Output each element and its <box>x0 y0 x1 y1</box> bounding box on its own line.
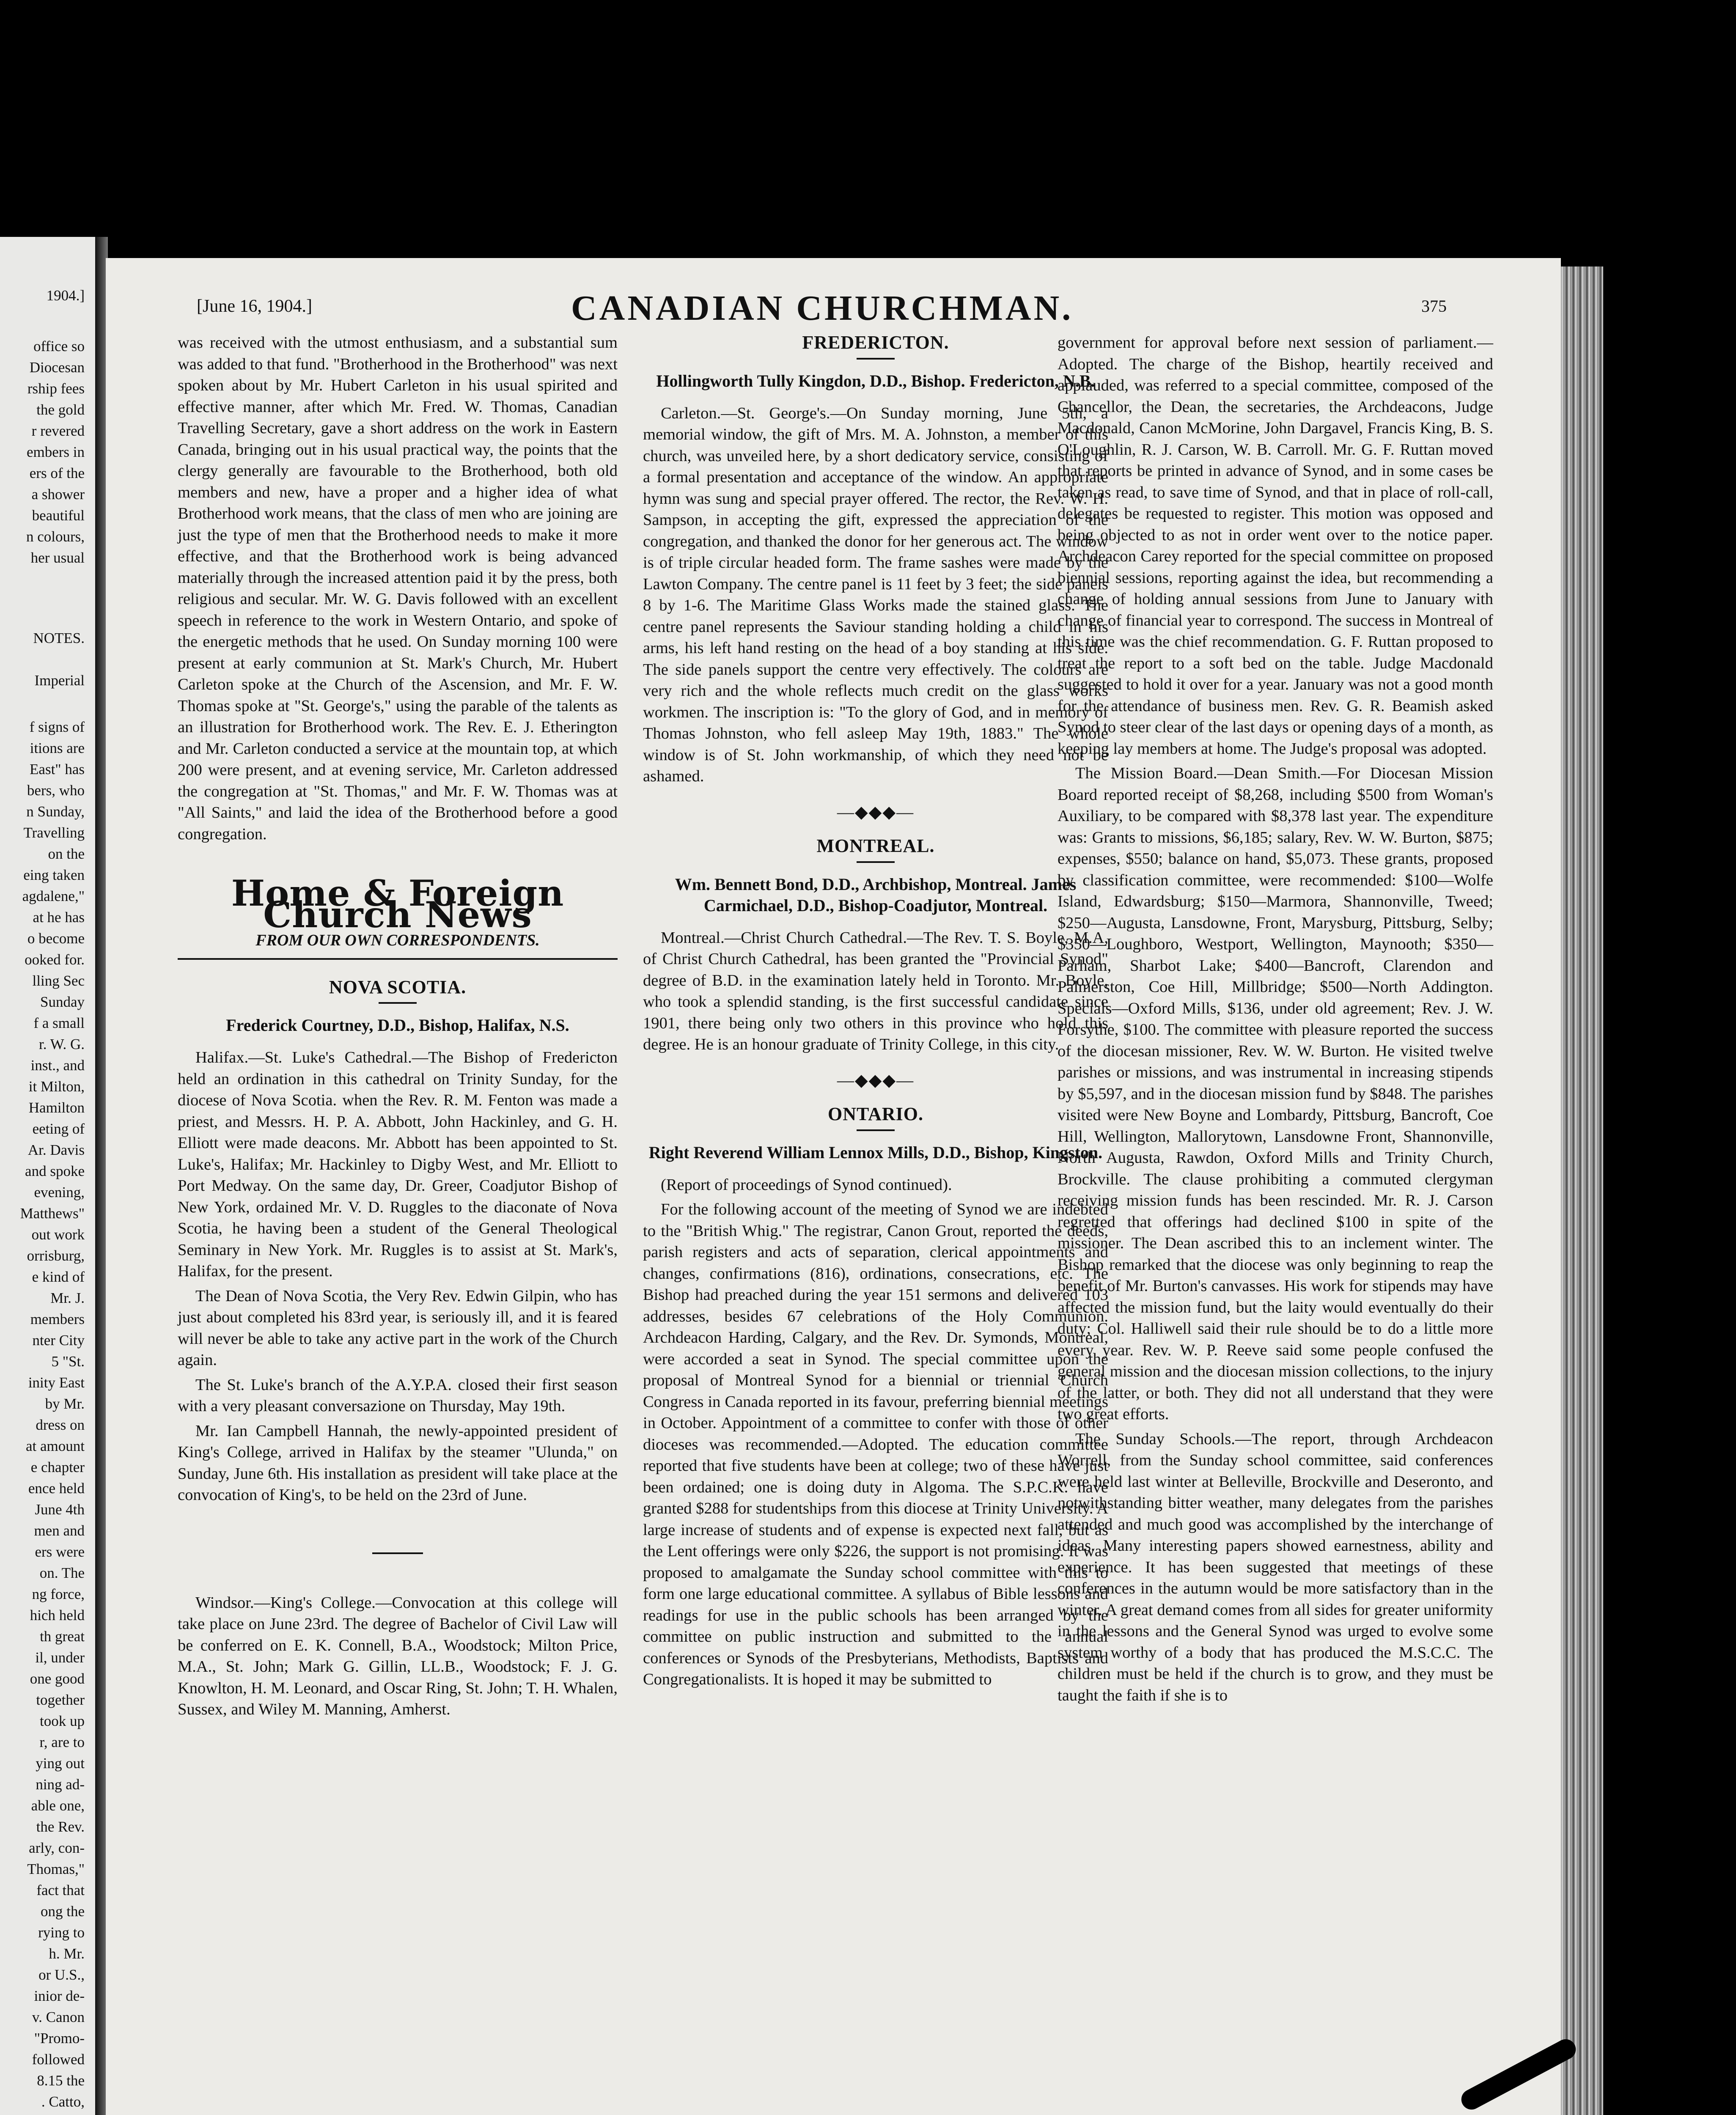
facing-page-fragment: e kind of <box>32 1269 85 1285</box>
facing-page-fragment: r revered <box>31 423 85 439</box>
facing-page-fragment: Ar. Davis <box>27 1142 85 1158</box>
facing-page-fragment: o become <box>27 930 85 947</box>
facing-page-fragment: able one, <box>31 1797 85 1814</box>
facing-page-fragment: eeting of <box>32 1121 85 1137</box>
article-paragraph: The Dean of Nova Scotia, the Very Rev. Edwin Gilpin, who has just about completed his 83rd year, is seriously ill, and it is feared will never be able to take any active part in the work of the Church again. <box>178 1287 618 1369</box>
facing-page-fragment: 8.15 the <box>37 2072 85 2089</box>
facing-page-fragment: e chapter <box>30 1459 85 1475</box>
facing-page-fragment: together <box>36 1692 85 1708</box>
heading-nova-scotia: NOVA SCOTIA. <box>329 976 467 997</box>
facing-page-fragment: June 4th <box>35 1501 85 1518</box>
facing-page-fragment: took up <box>40 1713 85 1729</box>
facing-page-fragment: NOTES. <box>33 630 85 646</box>
article-paragraph: The Sunday Schools.—The report, through Archdeacon Worrell, from the Sunday school committee, said conferences were held last winter at Belleville, Brockville and Deseronto, and notwithstanding bitter weather, many delegates from the parishes attended and much good was accomplished by the interchange of ideas. Many interesting papers showed earnestness, ability and experience. It has been suggested that meetings of these conferences in the autumn would be more satisfactory than in the winter. A great demand comes from all sides for greater uniformity in the lessons and the General Synod was urged to evolve some system worthy of a body that has produced the M.S.C.C. The children must be held if the church is to grow, and they must be taught the faith if she is to <box>1058 1430 1493 1704</box>
facing-page-fragment: a shower <box>31 486 85 503</box>
column-3 <box>1058 332 1493 1709</box>
facing-page-fragment: r. W. G. <box>39 1036 85 1052</box>
facing-page-fragment: beautiful <box>32 507 85 524</box>
facing-page-fragment: followed <box>32 2051 85 2068</box>
facing-page-fragment: embers in <box>26 444 85 460</box>
facing-page-fragment: by Mr. <box>45 1395 85 1412</box>
facing-page-fragment: inst., and <box>30 1057 85 1074</box>
article-paragraph: Montreal.—Christ Church Cathedral.—The Rev. T. S. Boyle, M.A, of Christ Church Cathedral, has been granted the "Provincial Synod" degree of B.D. in the examination lately held in Toronto. Mr. Boyle, who took a splendid standing, is the first successful candidate since 1901, there being only two others in this province who hold this degree. He is an honour graduate of Trinity College, in this city. <box>643 928 1108 1053</box>
facing-page-fragment: out work <box>31 1226 85 1243</box>
divider-rule <box>178 958 618 960</box>
facing-page-fragment: Imperial <box>34 672 85 689</box>
facing-page-fragment: f a small <box>33 1015 85 1031</box>
facing-page-fragment: fact that <box>36 1882 85 1898</box>
article-paragraph: Mr. Ian Campbell Hannah, the newly-appointed president of King's College, arrived in Halifax by the steamer "Ulunda," on Sunday, June 6th. His installation as president will take place at the convocation of King's, to be held on the 23rd of June. <box>178 1422 618 1504</box>
column-1 <box>178 332 618 1724</box>
facing-page-fragment: th great <box>40 1628 85 1645</box>
facing-page-fragment: rying to <box>38 1924 85 1941</box>
facing-page-fragment: it Milton, <box>28 1078 85 1095</box>
page-header <box>106 283 1561 328</box>
facing-page-fragment: men and <box>34 1522 85 1539</box>
facing-page-fragment: bers, who <box>27 782 85 799</box>
facing-page-fragment: r, are to <box>39 1734 85 1750</box>
facing-page-fragment: n Sunday, <box>26 803 85 820</box>
facing-page-fragment: and spoke <box>25 1163 85 1179</box>
facing-page-fragment: ying out <box>36 1755 85 1772</box>
divider-rule <box>857 358 895 360</box>
facing-page-fragment: h. Mr. <box>49 1945 85 1962</box>
facing-page-fragment: f signs of <box>29 719 85 735</box>
brotherhood-paragraph: was received with the utmost enthusiasm, and a substantial sum was added to that fund. "Brotherhood in the Brotherhood" was next spoken about by Mr. Hubert Carleton in his usual spirited and effective manner, after which Mr. Fred. W. Thomas, Canadian Travelling Secretary, gave a short address on the work in Eastern Canada, bringing out in his usual practical way, the points that the clergy generally are favourable to the Brotherhood, both old members and new, have a proper and a higher idea of what Brotherhood work means, that the class of men who are joining are just the type of men that the Brotherhood needs to make it more effective, and that the Brotherhood work is being advanced materially through the increased attention paid it by the press, both religious and secular. Mr. W. G. Davis followed with an excellent speech in reference to the work in Western Ontario, and spoke of the energetic methods that he used. On Sunday morning 100 were present at early communion at St. Mark's Church, Mr. Hubert Carleton spoke at the Church of the Ascension, and Mr. F. W. Thomas spoke at "St. George's," using the parable of the talents as an illustration for Brotherhood work. The Rev. E. J. Etherington and Mr. Carleton conducted a service at the mountain top, at which 200 were present, and at evening service, Mr. Carleton addressed the congregation at "St. Thomas," and Mr. F. W. Thomas was at "All Saints," and laid the idea of the Brotherhood before a good congregation. <box>178 334 618 843</box>
article-paragraph: The Mission Board.—Dean Smith.—For Diocesan Mission Board reported receipt of $8,268, including $500 from Woman's Auxiliary, to be compared with $8,378 last year. The expenditure was: Grants to missions, $6,185; salary, Rev. W. W. Burton, $875; expenses, $550; balance on hand, $5,073. These grants, proposed by classification committee, were recommended: $100—Wolfe Island, Edwardsburg; $150—Marmora, Shannonville, Tweed; $250—Augusta, Lansdowne, Front, Marysburg, Pittsburg, Selby; $350—Loughboro, Westport, Wellington, Maynooth; $350—Parham, Sharbot Lake; $400—Bancroft, Clarendon and Palmerston, Coe Hill, Millbridge; $500—North Addington. Specials—Oxford Mills, $136, under old agreement; Rev. J. W. Forsythe, $100. The committee with pleasure reported the success of the diocesan missioner, Rev. W. W. Burton. He visited twelve parishes or missions, and was instrumental in increasing stipends by $5,597, and in the diocesan mission fund by $848. The parishes visited were New Boyne and Lombardy, Pittsburg, Bancroft, Coe Hill, Wellington, Mallorytown, Lansdowne Front, Shannonville, North Augusta, Rawdon, Oxford Mills and Trinity Church, Brockville. The clause prohibiting a commuted clergyman receiving mission funds has been rescinded. Mr. R. J. Carson regretted that offerings had declined $100 in spite of the missioner. The Dean ascribed this to an inclement winter. The Bishop remarked that the diocese was only beginning to reap the benefit of Mr. Burton's canvasses. His work for stipends may have affected the mission fund, but the laity would eventually do their duty; Col. Halliwell said their rule should be to do a little more every year. Rev. W. P. Reeve said some people confused the general mission and the diocesan mission collections, to the injury of the latter, or both. They did not all understand that they were two great efforts. <box>1058 764 1493 1423</box>
masthead-title: CANADIAN CHURCHMAN. <box>571 288 1074 328</box>
facing-page-fragment: the gold <box>36 401 85 418</box>
facing-page-fragment: ning ad- <box>36 1776 85 1793</box>
facing-page-fragment: Hamilton <box>28 1099 85 1116</box>
facing-page-fragment: ence held <box>28 1480 85 1497</box>
ornament-divider: —◆◆◆— <box>837 1070 915 1090</box>
facing-page-fragment: on the <box>48 846 85 862</box>
bishop-line: Right Reverend William Lennox Mills, D.D., Bishop, Kingston. <box>648 1143 1103 1162</box>
bishop-line: Hollingworth Tully Kingdon, D.D., Bishop. Fredericton, N.B. <box>656 371 1095 390</box>
bishop-line: Frederick Courtney, D.D., Bishop, Halifax, N.S. <box>226 1016 569 1035</box>
article-paragraph: government for approval before next session of parliament.—Adopted. The charge of the Bishop, heartily received and applauded, was referred to a special committee, composed of the Chancellor, the Dean, the secretaries, the Archdeacons, Judge Macdonald, Canon McMorine, John Dargavel, Francis King, B. S. O'Loughlin, R. J. Carson, W. B. Carroll. Mr. G. F. Ruttan moved that reports be printed in advance of Synod, and in some cases be taken as read, to save time of Synod, and that in place of roll-call, delegates be requested to register. This motion was opposed and being objected to as not in order went over to the notice paper. Archdeacon Carey reported for the special committee on proposed biennial sessions, reporting against the idea, but recommending a change of holding annual sessions from June to January with change of financial year to correspond. The success in Montreal of this time was the chief recommendation. G. F. Ruttan proposed to treat the report to a soft bed on the table. Judge Macdonald suggested to hold it over for a year. January was not a good month for the attendance of business men. Rev. G. R. Beamish asked Synod to steer clear of the last days or opening days of a month, as keeping lay members at home. The Judge's proposal was adopted. <box>1058 334 1493 758</box>
facing-page-fragment: hich held <box>30 1607 85 1623</box>
facing-page-fragment: evening, <box>34 1184 85 1200</box>
facing-page-fragment: rship fees <box>27 380 85 397</box>
facing-page-fragment: v. Canon <box>32 2009 85 2025</box>
facing-page-fragment: inior de- <box>34 1988 85 2004</box>
article-paragraph: Halifax.—St. Luke's Cathedral.—The Bishop of Fredericton held an ordination in this cathedral on Trinity Sunday, for the diocese of Nova Scotia. when the Rev. R. M. Fenton was made a priest, and Messrs. H. P. A. Abbott, John Hackinley, and G. H. Elliott were made deacons. Mr. Abbott has been appointed to St. Luke's, Halifax; Mr. Hackinley to Digby West, and Mr. Elliott to Port Medway. On the same day, Dr. Greer, Coadjutor Bishop of New York, ordained Mr. V. D. Ruggles to the diaconate of Nova Scotia, he having been a student of the General Theological Seminary in New York. Mr. Ruggles is to assist at St. Mark's, Halifax, for the present. <box>178 1049 618 1280</box>
facing-page-fragment: ong the <box>40 1903 85 1920</box>
facing-page-fragment: . Catto, <box>41 2093 85 2110</box>
divider-rule <box>857 861 895 863</box>
facing-page-fragment: arly, con- <box>29 1840 85 1856</box>
issue-date: [June 16, 1904.] <box>197 297 312 316</box>
article-paragraph: The St. Luke's branch of the A.Y.P.A. closed their first season with a very pleasant conversazione on Thursday, May 19th. <box>178 1376 618 1415</box>
heading-fredericton: FREDERICTON. <box>802 332 949 353</box>
article-paragraph: (Report of proceedings of Synod continued). <box>661 1176 952 1194</box>
facing-page-fragment: members <box>30 1311 85 1327</box>
article-paragraph: Windsor.—King's College.—Convocation at this college will take place on June 23rd. The degree of Bachelor of Civil Law will be conferred on E. K. Connell, B.A., Woodstock; Milton Price, M.A., St. John; Mark G. Gillin, LL.B., Woodstock; F. J. G. Knowlton, H. M. Leonard, and Oscar Ring, St. John; T. H. Whalen, Sussex, and Wiley M. Manning, Amherst. <box>178 1593 618 1718</box>
facing-page-fragment: 1904.] <box>46 287 85 304</box>
facing-page-fragment: lling Sec <box>32 972 85 989</box>
facing-page-fragment: nter City <box>32 1332 85 1349</box>
facing-page-fragment: Mr. J. <box>50 1290 85 1306</box>
facing-page-fragment: n colours, <box>26 528 85 545</box>
facing-page-fragment: ng force, <box>32 1586 85 1602</box>
facing-page-fragment: il, under <box>35 1649 85 1666</box>
facing-page-fragment: itions are <box>30 740 85 756</box>
facing-page-fragment: eing taken <box>23 867 85 883</box>
facing-page-fragment: at he has <box>33 909 85 926</box>
facing-page-fragment: Matthews" <box>20 1205 85 1222</box>
facing-page-fragment: East" has <box>30 761 85 777</box>
column-2 <box>643 332 1108 1694</box>
article-paragraph: Carleton.—St. George's.—On Sunday morning, June 5th, a memorial window, the gift of Mrs. M. A. Johnston, a member of this church, was unveiled here, by a short dedicatory service, consisting of a formal presentation and acceptance of the window. An appropriate hymn was sung and special prayer offered. The rector, the Rev. W. H. Sampson, in accepting the gift, expressed the appreciation of the congregation, and thanked the donor for her generous act. The window is of triple circular headed form. The frame sashes were made by the Lawton Company. The centre panel is 11 feet by 3 feet; the side panels 8 by 1-6. The Maritime Glass Works made the stained glass. The centre panel represents the Saviour standing holding a child in his arms, his left hand resting on the head of a boy standing at his side. The side panels support the centre very effectively. The colours are very rich and the whole reflects much credit on the glass works workmen. The inscription is: "To the glory of God, and in memory of Thomas Johnston, who fell asleep May 19th, 1883." The whole window is of St. John workmanship, of which they need not be ashamed. <box>643 404 1108 785</box>
page-number: 375 <box>1421 297 1447 316</box>
facing-page-fragment: Travelling <box>23 824 85 841</box>
divider-rule <box>372 1552 423 1554</box>
facing-page-fragment: Sunday <box>40 994 85 1010</box>
bishop-line: Wm. Bennett Bond, D.D., Archbishop, Montreal. James Carmichael, D.D., Bishop-Coadjutor, Montreal. <box>675 874 1077 915</box>
heading-montreal: MONTREAL. <box>816 835 935 856</box>
facing-page-fragment: ooked for. <box>25 951 85 968</box>
facing-page-fragment: on. The <box>39 1565 85 1581</box>
newspaper-page <box>106 258 1561 2115</box>
facing-page-fragment: ers of the <box>29 465 85 481</box>
facing-page-fragment: her usual <box>30 549 85 566</box>
facing-page-fragment: office so <box>33 338 85 354</box>
facing-page-fragment: one good <box>30 1670 85 1687</box>
facing-page-fragment: agdalene," <box>22 888 85 904</box>
facing-page-fragment: "Promo- <box>34 2030 85 2046</box>
facing-page-left <box>0 237 99 2115</box>
facing-page-fragment: Diocesan <box>29 359 85 376</box>
ornament-divider: —◆◆◆— <box>837 802 915 821</box>
section-subbanner: FROM OUR OWN CORRESPONDENTS. <box>255 931 540 949</box>
section-banner: Home & Foreign Church News <box>231 872 564 936</box>
article-paragraph: For the following account of the meeting of Synod we are indebted to the "British Whig." The registrar, Canon Grout, reported the deeds, parish registers and acts of separation, clerical appointments and changes, confirmations (816), ordinations, consecrations, etc. The Bishop had preached during the year 151 sermons and delivered 103 addresses, besides 67 celebrations of the Holy Communion. Archdeacon Harding, Calgary, and the Rev. Dr. Symonds, Montreal, were accorded a seat in Synod. The special committee upon the proposal of Montreal Synod for a biennial or triennial Church Congress in Canada reported in its favour, preferring biennial meetings in October. Appointment of a committee to confer with those of other dioceses was recommended.—Adopted. The education committee reported that five students have been at college; two of these have just been ordained; one is doing duty in Algoma. The S.P.C.K. have granted $288 for studentships from this diocese at Trinity University. A large increase of students and of expense is expected next fall, but as the Lent offerings were only $226, the support is not promising. It was proposed to amalgamate the Sunday school committee with this to form one large educational committee. A syllabus of Bible lessons and readings for use in the public schools has been arranged by the committee on public instruction and submitted to the annual conferences or Synods of the Presbyterians, Methodists, Baptists and Congregationalists. It is hoped it may be submitted to <box>643 1200 1108 1688</box>
facing-page-fragment: orrisburg, <box>27 1247 85 1264</box>
facing-page-fragment: or U.S., <box>38 1967 85 1983</box>
facing-page-fragment: the Rev. <box>36 1818 85 1835</box>
facing-page-fragment: Thomas," <box>27 1861 85 1877</box>
divider-rule <box>857 1129 895 1131</box>
facing-page-fragment: dress on <box>36 1417 85 1433</box>
facing-page-fragment: 5 "St. <box>51 1353 85 1370</box>
facing-page-fragment: ers were <box>35 1544 85 1560</box>
facing-page-fragment: at amount <box>26 1438 85 1454</box>
divider-rule <box>379 1002 417 1004</box>
heading-ontario: ONTARIO. <box>828 1104 923 1124</box>
facing-page-fragment: inity East <box>28 1374 85 1391</box>
